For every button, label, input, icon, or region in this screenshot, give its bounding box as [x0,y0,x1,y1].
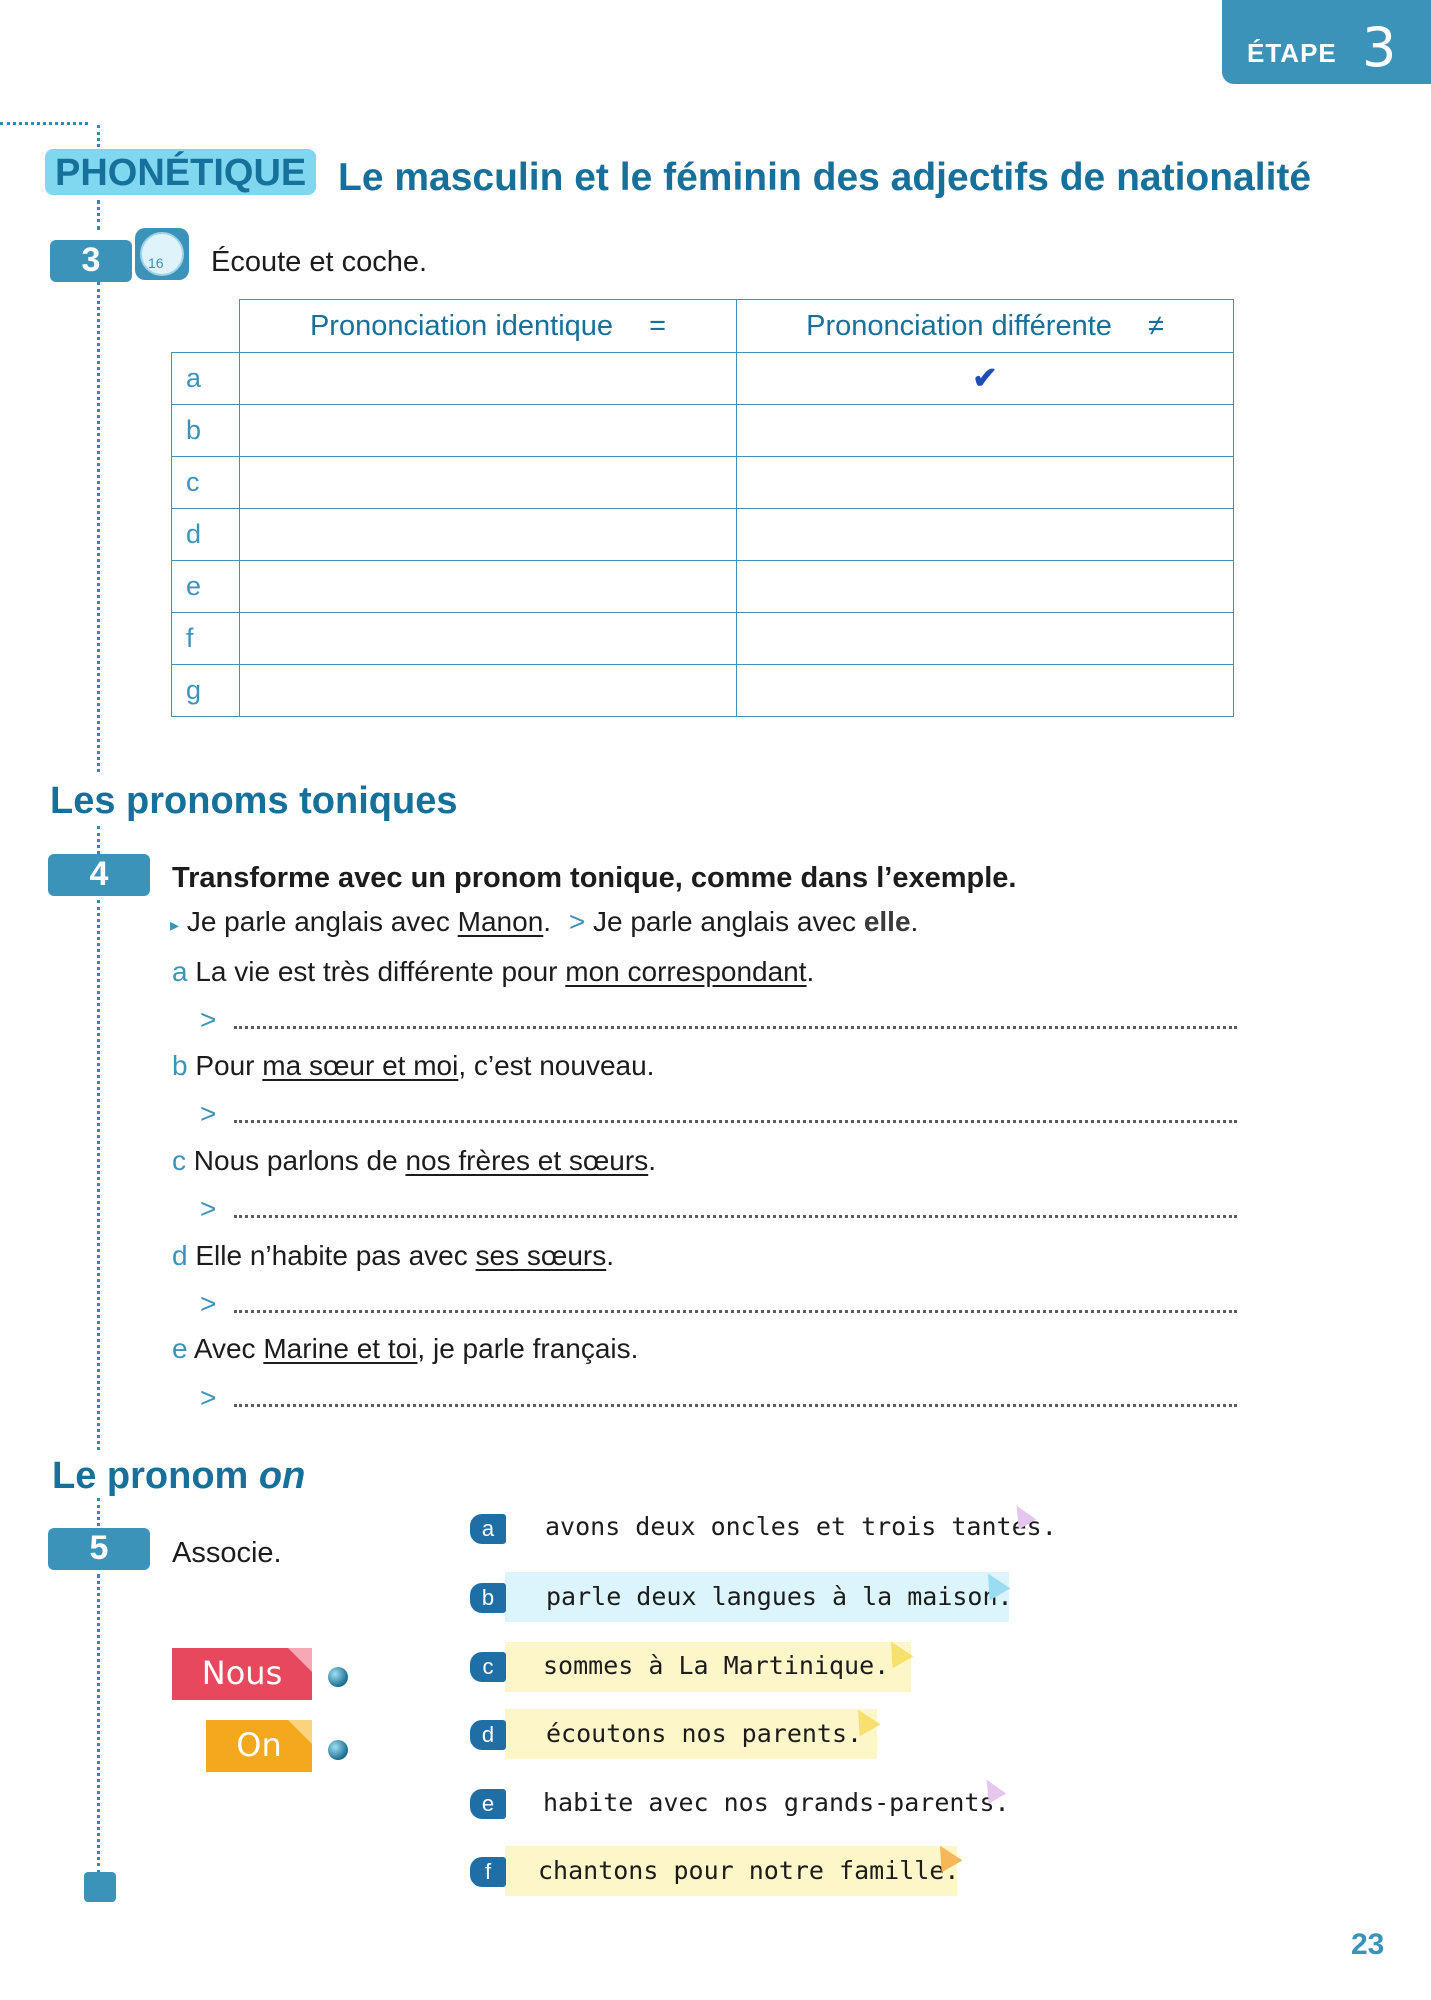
row-label: e [172,561,240,613]
item-underlined: ma sœur et moi [262,1050,459,1081]
checkbox-cell-identique[interactable] [240,665,737,717]
checkbox-cell-differente[interactable] [737,457,1234,509]
phonetique-badge: PHONÉTIQUE [45,149,316,195]
answer-line-e[interactable] [234,1402,1237,1407]
checkbox-cell-differente[interactable] [737,613,1234,665]
answer-arrow: > [200,1193,217,1224]
checkbox-cell-differente[interactable] [737,353,1234,405]
match-dot-nous[interactable] [328,1667,348,1687]
section-title-pronom-on [52,1455,305,1498]
sentence-letter-b[interactable]: b [470,1583,506,1613]
answer-line-c[interactable] [234,1213,1237,1218]
subject-tag-on: On [206,1720,312,1772]
checkbox-cell-identique[interactable] [240,353,737,405]
item-text: Avec [193,1333,264,1364]
equal-sign: = [649,309,667,342]
table-row [172,509,1234,561]
sentence-text: parle deux langues à la maison. [546,1582,1013,1611]
example-bullet-icon: ▸ [170,915,180,935]
table-row [172,457,1234,509]
page-number: 23 [1351,1928,1385,1961]
item-underlined: ses sœurs [475,1240,607,1271]
item-punct: , c’est nouveau. [458,1050,655,1081]
example-text: Je parle anglais avec [186,906,458,937]
exercise-3-instruction: Écoute et coche. [211,246,428,278]
answer-line-a[interactable] [234,1024,1237,1029]
sentence-text: chantons pour notre famille. [538,1856,960,1885]
row-label: a [172,353,240,405]
guide-line [97,200,100,230]
sentence-letter-d[interactable]: d [470,1720,506,1750]
guide-end-block [84,1872,116,1902]
col-differente-label: Prononciation différente [806,309,1112,342]
item-punct: . [806,956,815,987]
sentence-text: écoutons nos parents. [546,1719,863,1748]
checkbox-cell-identique[interactable] [240,561,737,613]
guide-line-top [0,122,88,125]
item-letter: b [172,1050,188,1081]
audio-track-number: 16 [148,255,164,271]
checkbox-cell-differente[interactable] [737,665,1234,717]
example-answer-punct: . [910,906,919,937]
table-corner [172,300,240,353]
item-underlined: mon correspondant [565,956,807,987]
exercise-4-item [172,956,814,988]
etape-label: ÉTAPE [1247,38,1337,68]
answer-arrow: > [200,1004,217,1035]
checkbox-cell-identique[interactable] [240,405,737,457]
row-label: f [172,613,240,665]
item-punct: , je parle français. [417,1333,639,1364]
row-label: g [172,665,240,717]
section-title-on: on [258,1455,306,1497]
etape-number: 3 [1362,16,1397,79]
sentence-letter-f[interactable]: f [470,1857,506,1887]
row-label: d [172,509,240,561]
example-underlined: Manon [457,906,544,937]
item-punct: . [606,1240,615,1271]
row-label: b [172,405,240,457]
sentence-text: sommes à La Martinique. [543,1651,890,1680]
checkbox-cell-identique[interactable] [240,509,737,561]
table-row [172,561,1234,613]
sentence-text: habite avec nos grands-parents. [543,1788,1010,1817]
item-text: Pour [195,1050,263,1081]
phonetique-title: Le masculin et le féminin des adjectifs de nationalité [338,156,1312,199]
phonetique-table [171,299,1234,717]
answer-line-d[interactable] [234,1308,1237,1313]
answer-line-b[interactable] [234,1118,1237,1123]
example-punct: . [543,906,552,937]
sentence-letter-e[interactable]: e [470,1789,506,1819]
checkbox-cell-differente[interactable] [737,561,1234,613]
exercise-4-item [172,1333,638,1365]
sentence-letter-a[interactable]: a [470,1514,506,1544]
exercise-4-item [172,1240,614,1272]
section-title-text: Le pronom [52,1455,259,1497]
check-mark-icon: ✔ [972,362,998,395]
tag-corner-icon [288,1648,312,1672]
guide-line [97,125,100,147]
guide-line [97,282,100,772]
table-row [172,665,1234,717]
example-answer-pronoun: elle [863,906,911,937]
checkbox-cell-differente[interactable] [737,405,1234,457]
guide-line [97,1574,100,1874]
row-label: c [172,457,240,509]
checkbox-cell-identique[interactable] [240,457,737,509]
answer-arrow: > [200,1288,217,1319]
sentence-text: avons deux oncles et trois tantes. [545,1512,1057,1541]
item-text: Elle n’habite pas avec [195,1240,476,1271]
item-underlined: Marine et toi [263,1333,418,1364]
example-answer: Je parle anglais avec [592,906,864,937]
exercise-5-number: 5 [48,1528,150,1570]
checkbox-cell-identique[interactable] [240,613,737,665]
sentence-letter-c[interactable]: c [470,1652,506,1682]
table-row [172,405,1234,457]
col-header-identique [240,300,737,353]
col-header-differente [737,300,1234,353]
subject-tag-nous: Nous [172,1648,312,1700]
item-letter: e [172,1333,188,1364]
item-letter: a [172,956,188,987]
example-line [170,906,918,938]
item-punct: . [648,1145,656,1176]
item-text: Nous parlons de [193,1145,406,1176]
col-identique-label: Prononciation identique [309,309,614,342]
table-row [172,613,1234,665]
exercise-3-number: 3 [50,240,132,282]
guide-line [97,900,100,1450]
item-letter: d [172,1240,188,1271]
example-arrow: > [568,906,586,937]
section-title-pronoms-toniques: Les pronoms toniques [50,780,458,822]
exercise-4-number: 4 [48,854,150,896]
match-dot-on[interactable] [328,1740,348,1760]
not-equal-sign: ≠ [1147,309,1164,342]
exercise-4-instruction: Transforme avec un pronom tonique, comme dans l’exemple. [172,862,1017,894]
item-text: La vie est très différente pour [195,956,566,987]
tag-corner-icon [288,1720,312,1744]
table-row [172,353,1234,405]
checkbox-cell-differente[interactable] [737,509,1234,561]
exercise-4-item [172,1145,656,1177]
item-letter: c [172,1145,186,1176]
exercise-5-instruction: Associe. [172,1537,282,1569]
answer-arrow: > [200,1098,217,1129]
item-underlined: nos frères et sœurs [405,1145,649,1176]
exercise-4-item [172,1050,654,1082]
answer-arrow: > [200,1382,217,1413]
